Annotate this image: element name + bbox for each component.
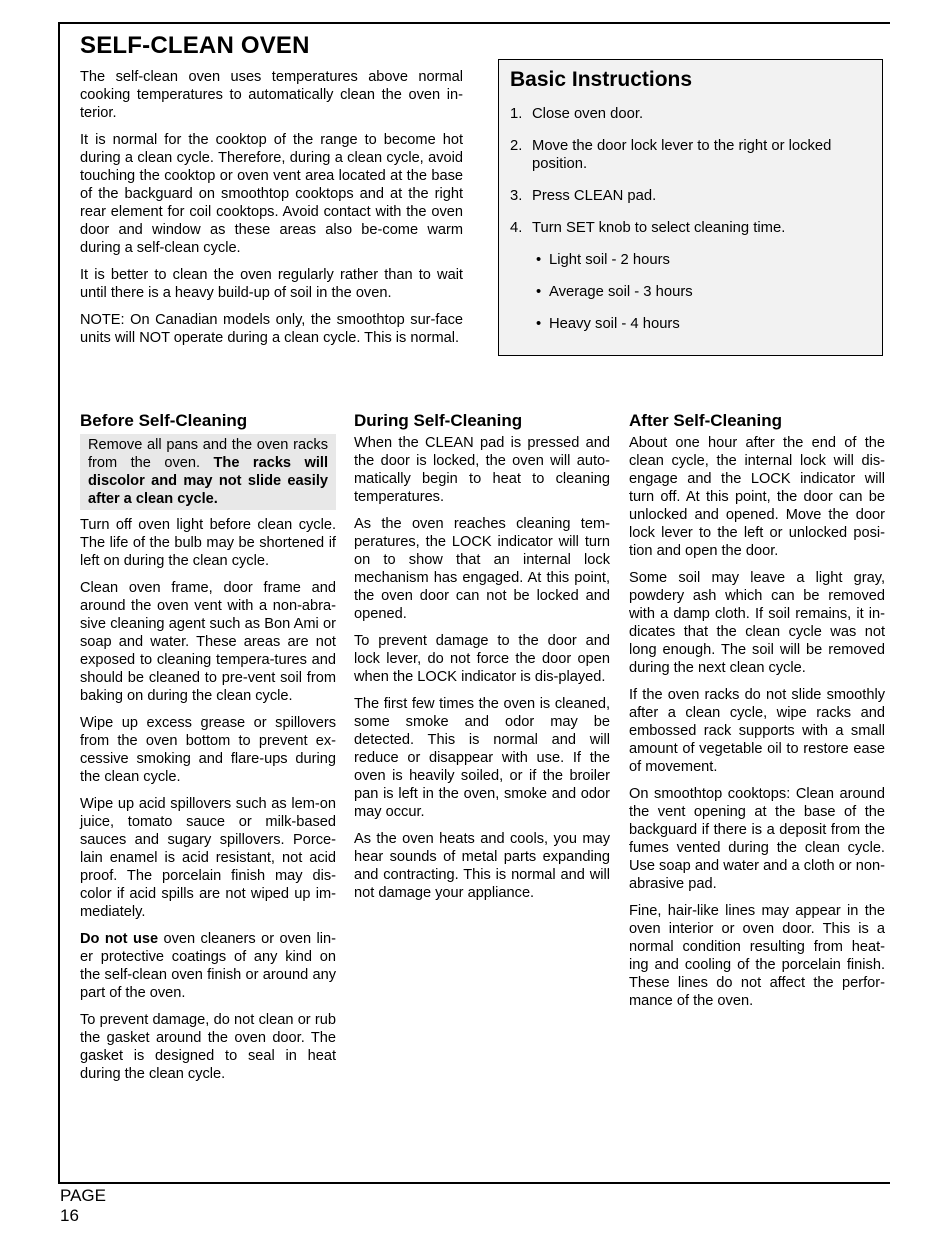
before-cleaning-heading: Before Self-Cleaning xyxy=(80,411,248,430)
basic-step xyxy=(510,187,872,205)
page-footer xyxy=(60,1186,106,1226)
racks-warning-bold: The racks will discolor and may not slide easily after a clean cycle. xyxy=(88,455,329,507)
before-paragraph: To prevent damage, do not clean or rub the gasket around the oven door. The gasket is designed to seal in heat during the clean cycle. xyxy=(80,1012,336,1082)
during-paragraph: To prevent damage to the door and lock lever, do not force the door open when the LOCK indicator is dis-played. xyxy=(354,633,610,685)
after-cleaning-column xyxy=(629,410,885,1019)
after-paragraph: Fine, hair-like lines may appear in the oven interior or oven door. This is a normal condition resulting from heat-ing and cooling of the porcelain finish. These lines do not affect the perfor-mance of the oven. xyxy=(629,903,885,1009)
soil-time-text: Average soil - 3 hours xyxy=(549,284,693,300)
basic-steps-list xyxy=(510,105,872,237)
bullet-icon: • xyxy=(536,252,542,268)
after-paragraph: On smoothtop cooktops: Clean around the vent opening at the base of the backguard if there is a deposit from the fumes vented during the clean cycle. Use soap and water and a cloth or non-abrasive pad. xyxy=(629,786,885,892)
during-cleaning-column xyxy=(354,410,610,911)
soil-time-list xyxy=(510,251,872,333)
soil-time-item xyxy=(510,315,872,333)
after-paragraph: Some soil may leave a light gray, powdery ash which can be removed with a damp cloth. If soil remains, it in-dicates that the clean cycle was not long enough. The soil will be removed during the next clean cycle. xyxy=(629,570,885,676)
during-paragraph: When the CLEAN pad is pressed and the door is locked, the oven will auto-matically begin to heat to cleaning temperatures. xyxy=(354,435,610,505)
intro-section xyxy=(80,68,463,356)
do-not-use-paragraph xyxy=(80,930,336,1002)
intro-paragraph: It is better to clean the oven regularly rather than to wait until there is a heavy build-up of soil in the oven. xyxy=(80,267,463,301)
during-paragraph: The first few times the oven is cleaned, some smoke and odor may be detected. This is normal and will reduce or disappear with use. If the oven is heavily soiled, or if the broiler pan is left in the oven, smoke and odor may occur. xyxy=(354,696,610,820)
soil-time-text: Light soil - 2 hours xyxy=(549,252,670,268)
step-text: Turn SET knob to select cleaning time. xyxy=(532,220,786,236)
during-paragraph: As the oven heats and cools, you may hear sounds of metal parts expanding and contracting. This is normal and will not damage your appliance. xyxy=(354,831,610,901)
page-label: PAGE xyxy=(60,1186,106,1205)
step-number: 2. xyxy=(510,138,523,154)
page-number: 16 xyxy=(60,1206,79,1225)
basic-step xyxy=(510,105,872,123)
racks-warning-box xyxy=(80,434,336,510)
step-number: 4. xyxy=(510,220,523,236)
do-not-use-bold: Do not use xyxy=(80,931,159,947)
racks-warning-text: Remove all pans and the oven racks from the oven. xyxy=(88,437,328,471)
after-cleaning-heading: After Self-Cleaning xyxy=(629,411,783,430)
basic-instructions-heading: Basic Instructions xyxy=(510,68,693,91)
bullet-icon: • xyxy=(536,284,542,300)
basic-step xyxy=(510,219,872,237)
after-paragraph: About one hour after the end of the clean cycle, the internal lock will dis-engage and the LOCK indicator will turn off. At this point, the door can be unlocked and opened. Move the door lock lever to the left or unlocked posi-tion and open the door. xyxy=(629,435,885,559)
step-text: Move the door lock lever to the right or locked position. xyxy=(532,138,832,172)
before-paragraph: Turn off oven light before clean cycle. The life of the bulb may be shortened if left on during the clean cycle. xyxy=(80,517,336,569)
during-paragraph: As the oven reaches cleaning tem-peratures, the LOCK indicator will turn on to show that an internal lock mechanism has engaged. At this point, the oven door can not be locked and opened. xyxy=(354,516,610,622)
step-number: 3. xyxy=(510,188,523,204)
during-cleaning-heading: During Self-Cleaning xyxy=(354,411,523,430)
intro-note: NOTE: On Canadian models only, the smoothtop sur-face units will NOT operate during a clean cycle. This is normal. xyxy=(80,312,463,346)
soil-time-item xyxy=(510,283,872,301)
intro-paragraph: The self-clean oven uses temperatures above normal cooking temperatures to automatically clean the oven in-terior. xyxy=(80,69,463,121)
before-cleaning-column xyxy=(80,410,336,1092)
before-paragraph: Wipe up excess grease or spillovers from the oven bottom to prevent ex-cessive smoking and flare-ups during the clean cycle. xyxy=(80,715,336,785)
step-number: 1. xyxy=(510,106,523,122)
basic-step xyxy=(510,137,872,173)
page-title: SELF-CLEAN OVEN xyxy=(80,32,310,59)
before-paragraph: Wipe up acid spillovers such as lem-on juice, tomato sauce or milk-based sauces and sugary spillovers. Porce-lain enamel is acid resistant, not acid proof. The porcelain finish may dis-color if acid spills are not wiped up im-mediately. xyxy=(80,796,336,920)
step-text: Press CLEAN pad. xyxy=(532,188,657,204)
basic-instructions-box xyxy=(498,59,883,356)
after-paragraph: If the oven racks do not slide smoothly after a clean cycle, wipe racks and embossed rack supports with a small amount of vegetable oil to restore ease of movement. xyxy=(629,687,885,775)
step-text: Close oven door. xyxy=(532,106,644,122)
do-not-use-text: oven cleaners or oven lin-er protective coatings of any kind on the self-clean oven finish or around any part of the oven. xyxy=(80,931,336,1001)
before-paragraph: Clean oven frame, door frame and around the oven vent with a non-abra-sive cleaning agent such as Bon Ami or soap and water. These areas are not exposed to cleaning tempera-tures and should be cleaned to pre-vent soil from baking on during the clean cycle. xyxy=(80,580,336,704)
soil-time-item xyxy=(510,251,872,269)
soil-time-text: Heavy soil - 4 hours xyxy=(549,316,680,332)
bullet-icon: • xyxy=(536,316,542,332)
intro-paragraph: It is normal for the cooktop of the range to become hot during a clean cycle. Therefore, during a clean cycle, avoid touching the cooktop or oven vent area located at the base of the backguard on smoothtop cooktops and at the right rear element for coil cooktops. Avoid contact with the oven door and window as these areas also be-come warm during a self-clean cycle. xyxy=(80,132,463,256)
